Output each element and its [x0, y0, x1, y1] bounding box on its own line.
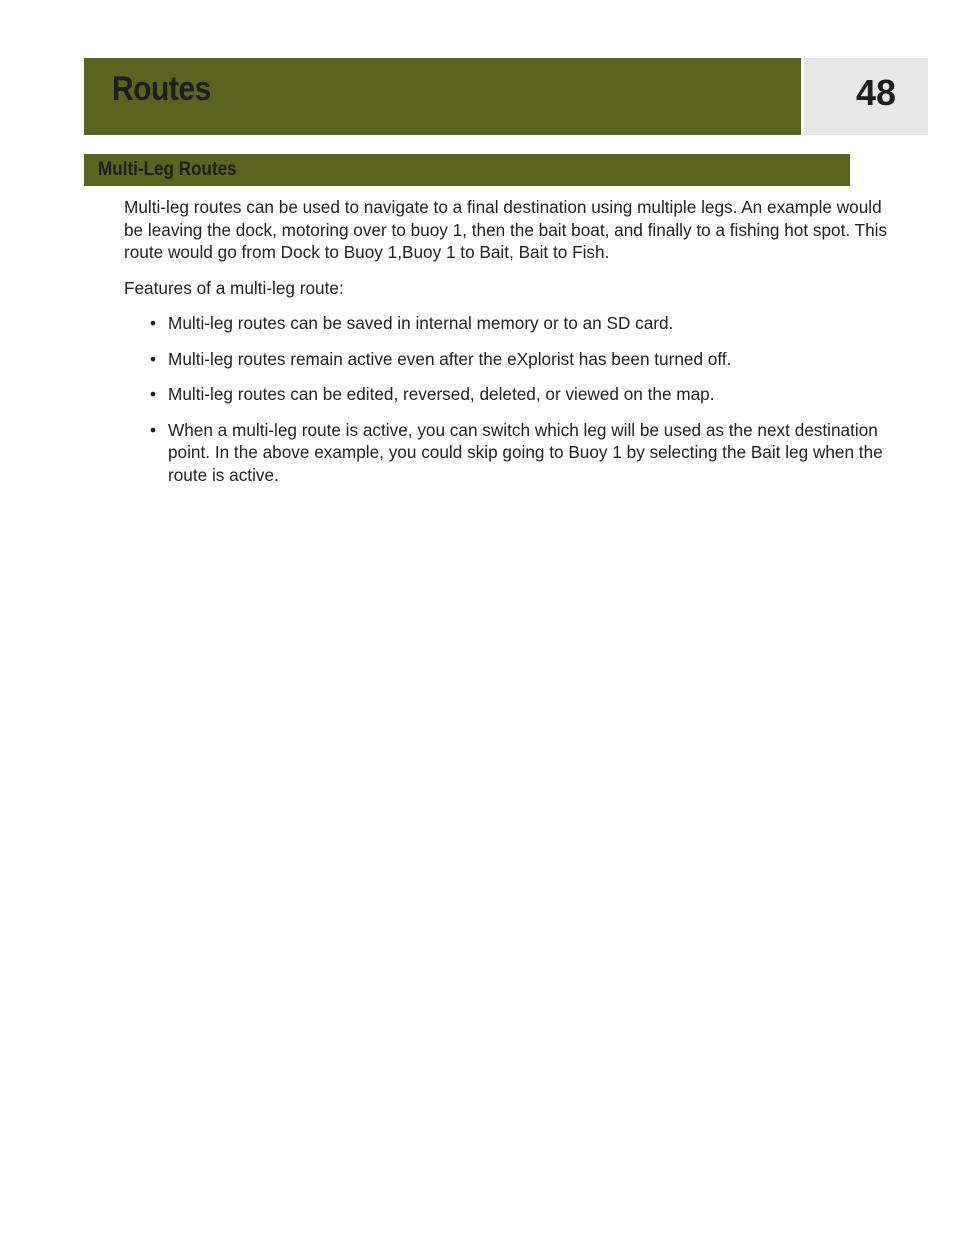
features-list — [124, 312, 894, 486]
chapter-title: Routes — [112, 70, 211, 108]
page-number: 48 — [855, 72, 896, 113]
features-heading: Features of a multi-leg route: — [124, 277, 344, 298]
list-item-text: When a multi-leg route is active, you can switch which leg will be used as the next destination point. In the above example, you could skip going to Buoy 1 by selecting the Bait leg when the route is active. — [168, 419, 883, 485]
list-item — [150, 419, 894, 487]
list-item-text: Multi-leg routes can be saved in internal memory or to an SD card. — [168, 313, 674, 333]
bullet-icon: • — [150, 419, 157, 440]
list-item-text: Multi-leg routes remain active even after the eXplorist has been turned off. — [168, 348, 732, 369]
list-item — [150, 312, 894, 335]
body-content — [124, 196, 894, 499]
list-item-text: Multi-leg routes can be edited, reversed, deleted, or viewed on the map. — [168, 384, 715, 404]
section-header-bar — [84, 154, 850, 186]
bullet-icon: • — [150, 348, 157, 369]
bullet-icon: • — [150, 384, 157, 404]
list-item — [150, 383, 894, 406]
bullet-icon: • — [150, 313, 157, 333]
section-title: Multi-Leg Routes — [98, 159, 237, 180]
page-number-box — [804, 58, 928, 135]
list-item — [150, 348, 894, 371]
chapter-header-bar — [84, 58, 801, 135]
intro-paragraph: Multi-leg routes can be used to navigate to a final destination using multiple legs. An example would be leaving the dock, motoring over to buoy 1, then the bait boat, and finally to a fishing hot spot. This route would go from Dock to Buoy 1,Buoy 1 to Bait, Bait to Fish. — [124, 197, 888, 262]
